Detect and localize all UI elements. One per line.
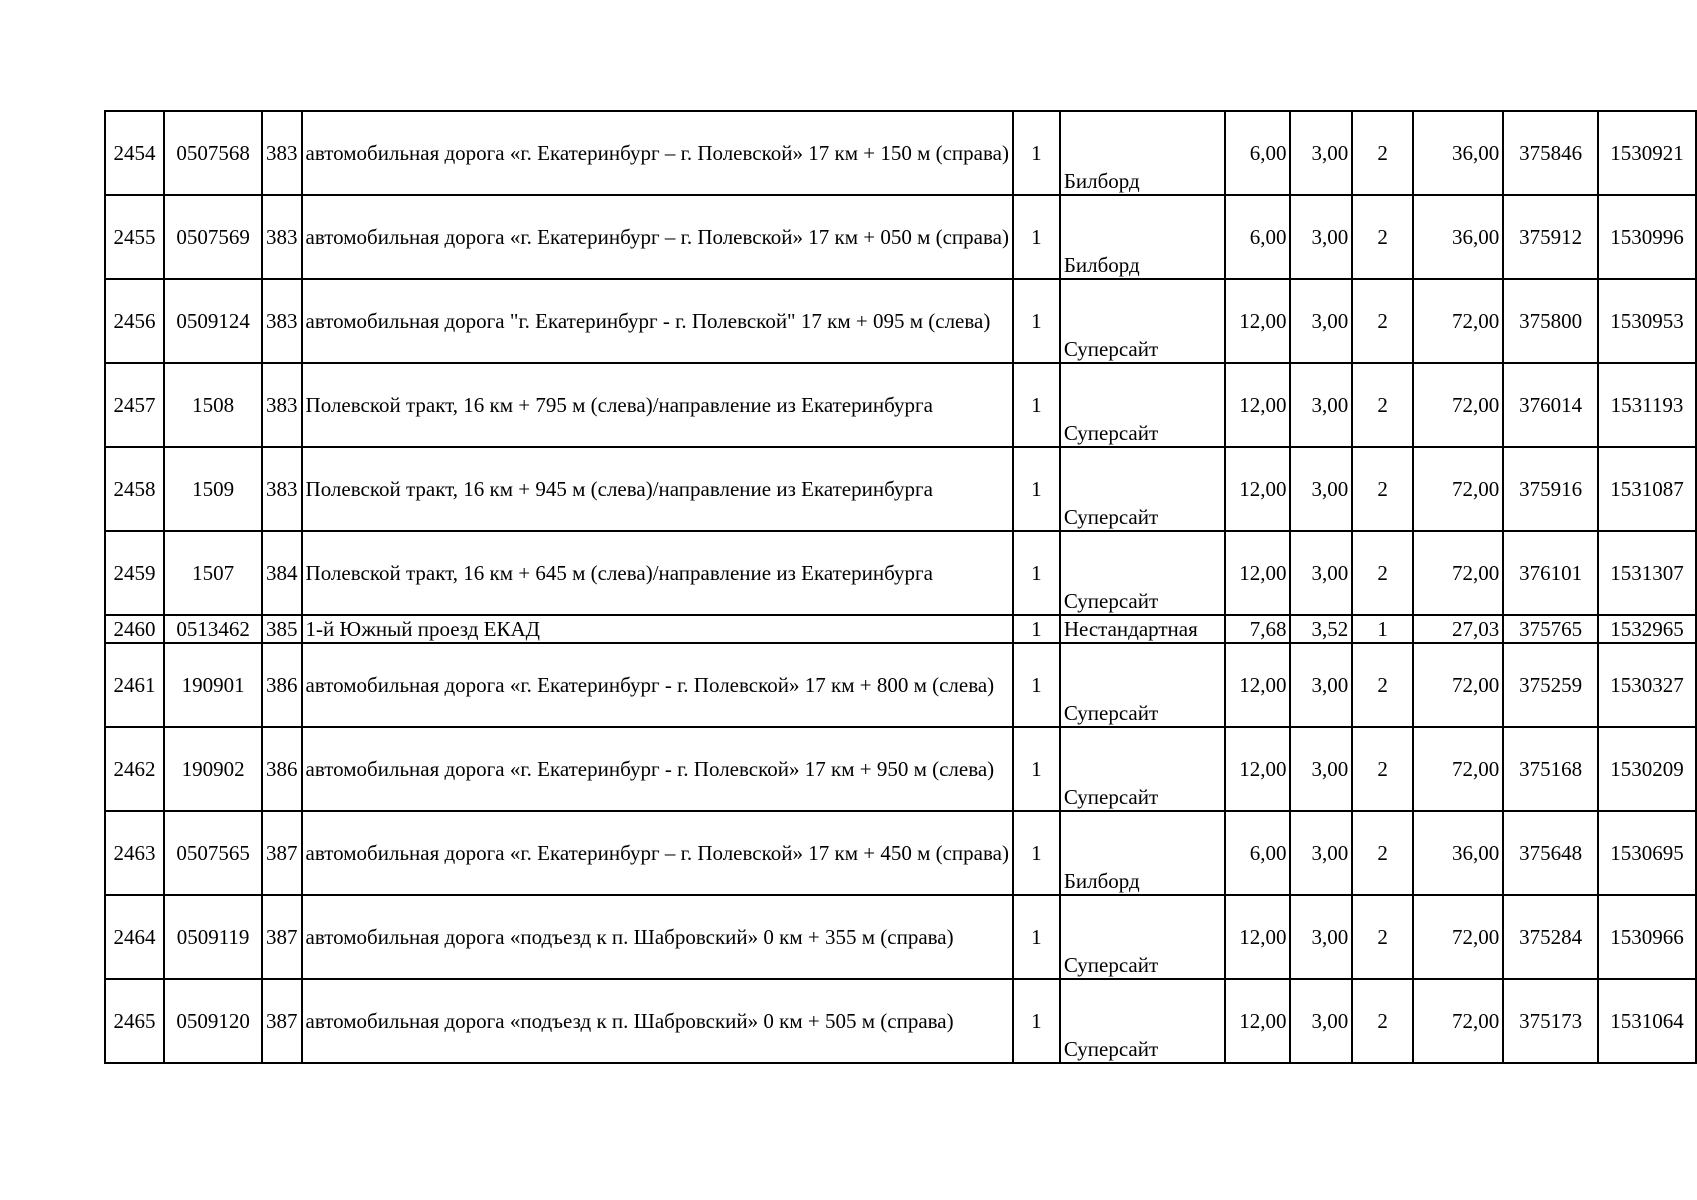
row-coord-y: 1531307 — [1598, 531, 1696, 615]
table-row — [105, 447, 1696, 531]
row-number: 383 — [262, 363, 302, 447]
row-id: 2457 — [105, 363, 164, 447]
row-quantity: 1 — [1013, 811, 1060, 895]
row-address: 1-й Южный проезд ЕКАД — [302, 615, 1013, 643]
table-row — [105, 727, 1696, 811]
row-height: 3,00 — [1290, 279, 1352, 363]
row-width: 12,00 — [1225, 363, 1291, 447]
row-quantity: 1 — [1013, 363, 1060, 447]
row-coord-x: 375916 — [1503, 447, 1598, 531]
row-address: автомобильная дорога «г. Екатеринбург – г. Полевской» 17 км + 450 м (справа) — [302, 811, 1013, 895]
row-height: 3,00 — [1290, 727, 1352, 811]
row-number: 387 — [262, 895, 302, 979]
row-sides: 2 — [1352, 531, 1413, 615]
row-coord-x: 375173 — [1503, 979, 1598, 1063]
row-id: 2461 — [105, 643, 164, 727]
row-area: 36,00 — [1413, 811, 1503, 895]
row-width: 12,00 — [1225, 447, 1291, 531]
row-number: 383 — [262, 447, 302, 531]
row-coord-x: 376101 — [1503, 531, 1598, 615]
row-address: автомобильная дорога «подъезд к п. Шабровский» 0 км + 355 м (справа) — [302, 895, 1013, 979]
row-coord-y: 1530996 — [1598, 195, 1696, 279]
row-code: 0509124 — [164, 279, 262, 363]
row-code: 1507 — [164, 531, 262, 615]
row-code: 0507568 — [164, 111, 262, 195]
row-type: Суперсайт — [1060, 979, 1225, 1063]
row-coord-x: 375259 — [1503, 643, 1598, 727]
row-code: 0507569 — [164, 195, 262, 279]
row-sides: 2 — [1352, 363, 1413, 447]
row-sides: 2 — [1352, 979, 1413, 1063]
row-type: Билборд — [1060, 811, 1225, 895]
row-type: Суперсайт — [1060, 363, 1225, 447]
row-coord-x: 375846 — [1503, 111, 1598, 195]
row-sides: 2 — [1352, 811, 1413, 895]
row-width: 6,00 — [1225, 811, 1291, 895]
row-type: Суперсайт — [1060, 531, 1225, 615]
row-quantity: 1 — [1013, 279, 1060, 363]
row-width: 12,00 — [1225, 895, 1291, 979]
row-quantity: 1 — [1013, 727, 1060, 811]
row-height: 3,52 — [1290, 615, 1352, 643]
row-id: 2465 — [105, 979, 164, 1063]
row-address: Полевской тракт, 16 км + 645 м (слева)/направление из Екатеринбурга — [302, 531, 1013, 615]
row-type: Суперсайт — [1060, 447, 1225, 531]
table-row — [105, 979, 1696, 1063]
row-coord-x: 375284 — [1503, 895, 1598, 979]
row-coord-x: 375800 — [1503, 279, 1598, 363]
row-quantity: 1 — [1013, 615, 1060, 643]
row-quantity: 1 — [1013, 195, 1060, 279]
row-sides: 1 — [1352, 615, 1413, 643]
data-table — [104, 110, 1697, 1064]
row-address: автомобильная дорога "г. Екатеринбург - г. Полевской" 17 км + 095 м (слева) — [302, 279, 1013, 363]
row-sides: 2 — [1352, 895, 1413, 979]
row-area: 72,00 — [1413, 279, 1503, 363]
row-id: 2459 — [105, 531, 164, 615]
table-row — [105, 643, 1696, 727]
row-code: 0509120 — [164, 979, 262, 1063]
row-address: автомобильная дорога «г. Екатеринбург – г. Полевской» 17 км + 150 м (справа) — [302, 111, 1013, 195]
table-row — [105, 111, 1696, 195]
row-id: 2464 — [105, 895, 164, 979]
row-height: 3,00 — [1290, 111, 1352, 195]
row-id: 2454 — [105, 111, 164, 195]
row-coord-y: 1531064 — [1598, 979, 1696, 1063]
row-area: 36,00 — [1413, 195, 1503, 279]
row-area: 72,00 — [1413, 727, 1503, 811]
row-type: Суперсайт — [1060, 643, 1225, 727]
row-height: 3,00 — [1290, 363, 1352, 447]
row-width: 12,00 — [1225, 727, 1291, 811]
table-row — [105, 811, 1696, 895]
row-id: 2462 — [105, 727, 164, 811]
row-area: 72,00 — [1413, 979, 1503, 1063]
row-number: 385 — [262, 615, 302, 643]
row-code: 0513462 — [164, 615, 262, 643]
row-code: 190901 — [164, 643, 262, 727]
row-coord-x: 375648 — [1503, 811, 1598, 895]
table-row — [105, 531, 1696, 615]
row-coord-x: 376014 — [1503, 363, 1598, 447]
row-height: 3,00 — [1290, 979, 1352, 1063]
row-type: Суперсайт — [1060, 727, 1225, 811]
row-id: 2458 — [105, 447, 164, 531]
row-coord-y: 1530327 — [1598, 643, 1696, 727]
row-sides: 2 — [1352, 195, 1413, 279]
row-quantity: 1 — [1013, 447, 1060, 531]
row-address: Полевской тракт, 16 км + 945 м (слева)/направление из Екатеринбурга — [302, 447, 1013, 531]
row-area: 72,00 — [1413, 363, 1503, 447]
row-area: 72,00 — [1413, 531, 1503, 615]
row-width: 6,00 — [1225, 111, 1291, 195]
row-coord-y: 1530695 — [1598, 811, 1696, 895]
row-coord-y: 1530953 — [1598, 279, 1696, 363]
row-height: 3,00 — [1290, 447, 1352, 531]
row-coord-y: 1531087 — [1598, 447, 1696, 531]
row-coord-x: 375912 — [1503, 195, 1598, 279]
table-row — [105, 363, 1696, 447]
row-type: Суперсайт — [1060, 895, 1225, 979]
row-width: 12,00 — [1225, 279, 1291, 363]
row-sides: 2 — [1352, 111, 1413, 195]
row-coord-x: 375765 — [1503, 615, 1598, 643]
row-code: 1508 — [164, 363, 262, 447]
row-sides: 2 — [1352, 727, 1413, 811]
row-number: 383 — [262, 111, 302, 195]
row-type: Билборд — [1060, 195, 1225, 279]
table-row — [105, 615, 1696, 643]
row-type: Суперсайт — [1060, 279, 1225, 363]
row-sides: 2 — [1352, 643, 1413, 727]
row-width: 7,68 — [1225, 615, 1291, 643]
row-number: 383 — [262, 279, 302, 363]
row-id: 2463 — [105, 811, 164, 895]
row-code: 0507565 — [164, 811, 262, 895]
row-id: 2460 — [105, 615, 164, 643]
row-type: Билборд — [1060, 111, 1225, 195]
row-code: 0509119 — [164, 895, 262, 979]
row-width: 6,00 — [1225, 195, 1291, 279]
row-id: 2456 — [105, 279, 164, 363]
row-number: 383 — [262, 195, 302, 279]
row-height: 3,00 — [1290, 195, 1352, 279]
row-coord-y: 1531193 — [1598, 363, 1696, 447]
row-id: 2455 — [105, 195, 164, 279]
row-coord-y: 1532965 — [1598, 615, 1696, 643]
row-width: 12,00 — [1225, 531, 1291, 615]
row-quantity: 1 — [1013, 643, 1060, 727]
table-row — [105, 195, 1696, 279]
row-address: Полевской тракт, 16 км + 795 м (слева)/направление из Екатеринбурга — [302, 363, 1013, 447]
row-coord-y: 1530921 — [1598, 111, 1696, 195]
row-area: 36,00 — [1413, 111, 1503, 195]
row-number: 384 — [262, 531, 302, 615]
row-coord-y: 1530966 — [1598, 895, 1696, 979]
row-area: 72,00 — [1413, 447, 1503, 531]
row-sides: 2 — [1352, 447, 1413, 531]
row-quantity: 1 — [1013, 111, 1060, 195]
row-height: 3,00 — [1290, 895, 1352, 979]
row-area: 27,03 — [1413, 615, 1503, 643]
table-row — [105, 279, 1696, 363]
row-number: 386 — [262, 643, 302, 727]
row-number: 387 — [262, 979, 302, 1063]
row-address: автомобильная дорога «г. Екатеринбург - г. Полевской» 17 км + 950 м (слева) — [302, 727, 1013, 811]
row-sides: 2 — [1352, 279, 1413, 363]
row-height: 3,00 — [1290, 531, 1352, 615]
row-address: автомобильная дорога «г. Екатеринбург - г. Полевской» 17 км + 800 м (слева) — [302, 643, 1013, 727]
row-code: 1509 — [164, 447, 262, 531]
row-number: 386 — [262, 727, 302, 811]
row-coord-x: 375168 — [1503, 727, 1598, 811]
row-width: 12,00 — [1225, 979, 1291, 1063]
table-row — [105, 895, 1696, 979]
row-code: 190902 — [164, 727, 262, 811]
row-quantity: 1 — [1013, 979, 1060, 1063]
row-address: автомобильная дорога «г. Екатеринбург – г. Полевской» 17 км + 050 м (справа) — [302, 195, 1013, 279]
row-quantity: 1 — [1013, 531, 1060, 615]
row-type: Нестандартная — [1060, 615, 1225, 643]
row-width: 12,00 — [1225, 643, 1291, 727]
row-coord-y: 1530209 — [1598, 727, 1696, 811]
row-area: 72,00 — [1413, 895, 1503, 979]
row-height: 3,00 — [1290, 643, 1352, 727]
row-number: 387 — [262, 811, 302, 895]
row-address: автомобильная дорога «подъезд к п. Шабровский» 0 км + 505 м (справа) — [302, 979, 1013, 1063]
row-area: 72,00 — [1413, 643, 1503, 727]
row-height: 3,00 — [1290, 811, 1352, 895]
row-quantity: 1 — [1013, 895, 1060, 979]
